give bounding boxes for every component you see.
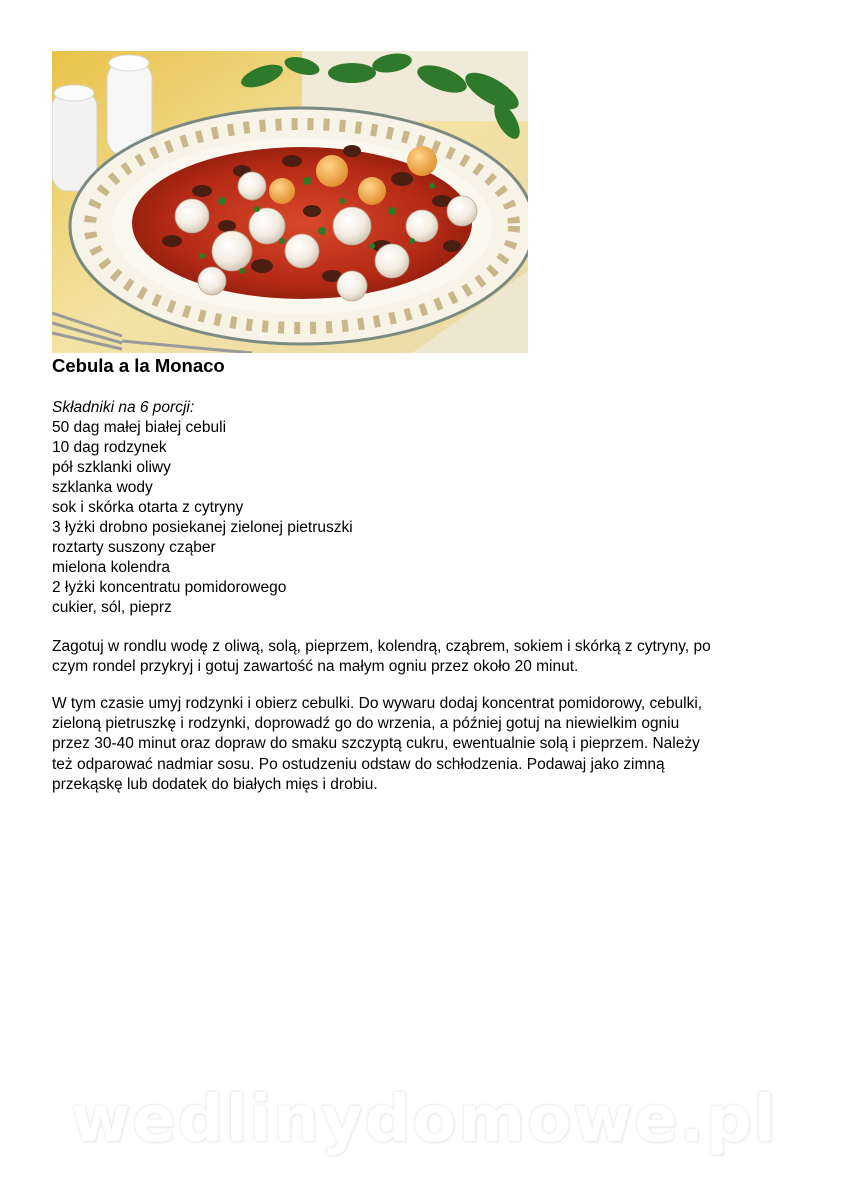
ingredient-item: pół szklanki oliwy — [52, 459, 171, 476]
ingredient-item: szklanka wody — [52, 479, 153, 496]
recipe-title: Cebula a la Monaco — [52, 355, 225, 376]
ingredient-item: cukier, sól, pieprz — [52, 599, 172, 616]
instruction-line: przez 30-40 minut oraz dopraw do smaku szczyptą cukru, ewentualnie solą i pieprzem. Należy — [52, 735, 700, 753]
instruction-line: czym rondel przykryj i gotuj zawartość na małym ogniu przez około 20 minut. — [52, 658, 579, 676]
ingredient-item: sok i skórka otarta z cytryny — [52, 499, 244, 516]
instruction-line: też odparować nadmiar sosu. Po ostudzeniu odstaw do schłodzenia. Podawaj jako zimną — [52, 755, 665, 773]
ingredient-item: mielona kolendra — [52, 559, 171, 576]
instructions-paragraph-2 — [52, 694, 802, 795]
ingredient-item: 10 dag rodzynek — [52, 439, 167, 456]
instruction-line: W tym czasie umyj rodzynki i obierz cebulki. Do wywaru dodaj koncentrat pomidorowy, cebulki, — [52, 695, 703, 712]
ingredients-heading: Składniki na 6 porcji: — [52, 399, 195, 416]
instructions-paragraph-1 — [52, 637, 802, 677]
instruction-line: Zagotuj w rondlu wodę z oliwą, solą, pieprzem, kolendrą, cząbrem, sokiem i skórką z cytryny, po — [52, 638, 711, 655]
watermark: wedlinydomowe.pl — [71, 1083, 778, 1157]
ingredient-item: roztarty suszony cząber — [52, 539, 216, 556]
dish-photo — [52, 51, 528, 353]
ingredient-item: 3 łyżki drobno posiekanej zielonej pietruszki — [52, 519, 353, 536]
ingredient-item: 2 łyżki koncentratu pomidorowego — [52, 579, 287, 596]
ingredient-item: 50 dag małej białej cebuli — [52, 419, 227, 436]
instruction-line: zieloną pietruszkę i rodzynki, doprowadź go do wrzenia, a później gotuj na niewielkim ogniu — [52, 715, 680, 733]
instruction-line: przekąskę lub dodatek do białych mięs i drobiu. — [52, 775, 378, 793]
ingredients-list — [52, 398, 353, 618]
